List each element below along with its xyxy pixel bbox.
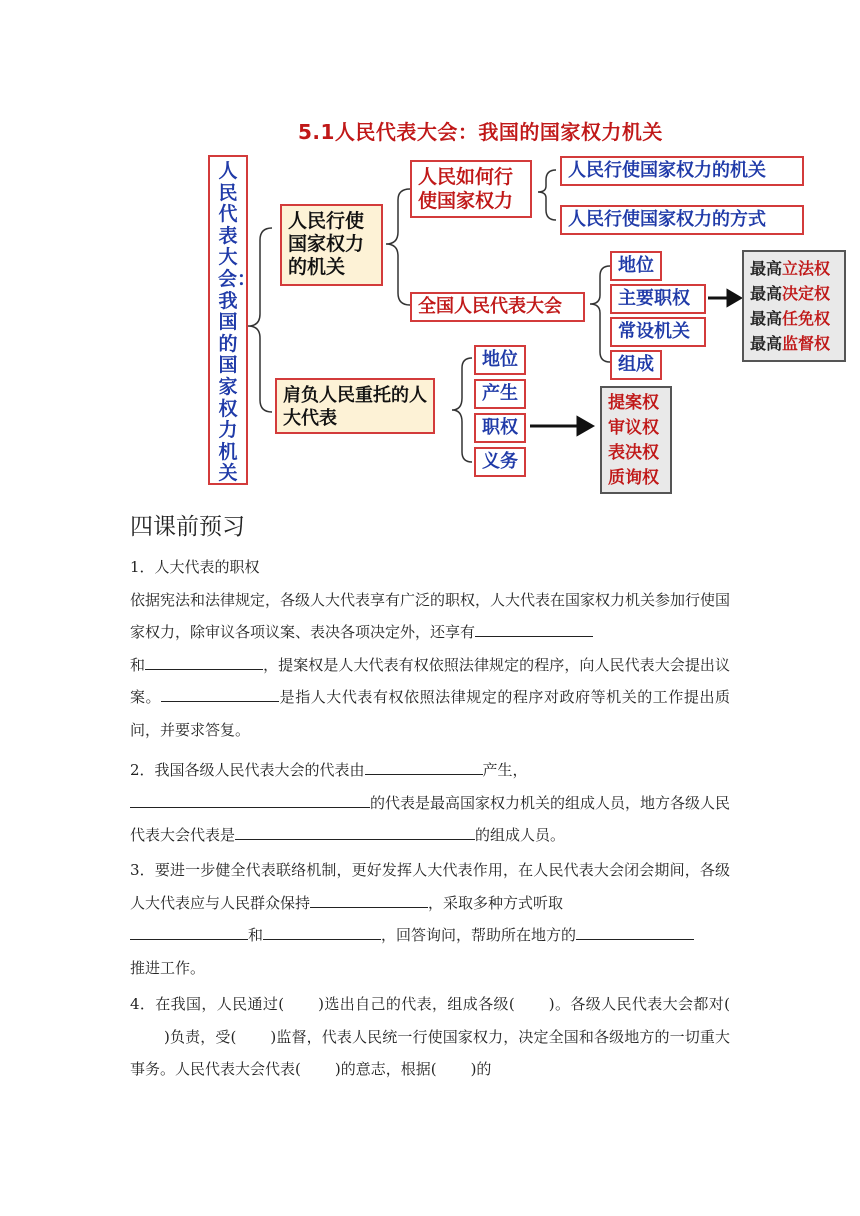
answer-blank[interactable] bbox=[130, 791, 370, 808]
answer-blank[interactable] bbox=[235, 823, 475, 840]
sub1-item-2-text: 人民行使国家权力的方式 bbox=[568, 209, 766, 230]
q1-heading: 1．人大代表的职权 bbox=[130, 558, 260, 576]
branch2-box bbox=[275, 378, 435, 434]
diagram-title: 5.1人民代表大会：我国的国家权力机关 bbox=[298, 120, 663, 144]
branch2-item-1-text: 地位 bbox=[482, 349, 518, 370]
power-item bbox=[750, 306, 838, 331]
sub1-item-1 bbox=[560, 156, 804, 186]
sub1-box bbox=[410, 160, 532, 218]
answer-blank[interactable] bbox=[365, 758, 483, 775]
sub2-item-1 bbox=[610, 251, 662, 281]
root-text: 人民代表大会：我国的国家权力机关 bbox=[218, 160, 257, 485]
power-key: 监督权 bbox=[782, 334, 831, 353]
power-prefix: 最高 bbox=[750, 309, 783, 328]
power-prefix: 最高 bbox=[750, 284, 783, 303]
power-prefix: 最高 bbox=[750, 259, 783, 278]
sub2-item-4-text: 组成 bbox=[618, 354, 654, 375]
answer-blank[interactable] bbox=[310, 891, 428, 908]
diagram-root-label bbox=[208, 155, 257, 485]
sub2-item-1-text: 地位 bbox=[618, 255, 654, 276]
branch1-box bbox=[280, 204, 383, 286]
q4-text-7: )的 bbox=[470, 1060, 492, 1078]
right-item: 质询权 bbox=[608, 468, 659, 488]
diagram-connectors bbox=[0, 0, 860, 520]
branch2-item-3 bbox=[474, 413, 526, 443]
power-key: 决定权 bbox=[782, 284, 831, 303]
right-item: 提案权 bbox=[608, 393, 659, 413]
q4-text-3: )。各级人民代表大会都对( bbox=[548, 995, 730, 1013]
q4-block bbox=[130, 988, 730, 1086]
branch2-item-3-text: 职权 bbox=[482, 417, 518, 438]
q4-text-5: )监督，代表人民统一行使国家权力，决定全国和各级地方的一切重大事务。人民代表大会代表( bbox=[130, 1027, 730, 1078]
rights-box bbox=[600, 386, 672, 494]
branch2-item-2-text: 产生 bbox=[482, 383, 518, 404]
q2-text-2: 产生， bbox=[482, 761, 528, 779]
sub1-brace bbox=[538, 170, 556, 220]
power-item bbox=[750, 256, 838, 281]
power-key: 立法权 bbox=[782, 259, 831, 278]
sub2-item-3-text: 常设机关 bbox=[618, 321, 690, 342]
answer-blank[interactable] bbox=[475, 620, 593, 637]
sub1-item-1-text: 人民行使国家权力的机关 bbox=[568, 160, 766, 181]
q4-text-1: 4．在我国，人民通过( bbox=[130, 995, 285, 1013]
q3-text-4: ，回答询问，帮助所在地方的 bbox=[381, 926, 577, 944]
branch2-item-1 bbox=[474, 345, 526, 375]
q1-block bbox=[130, 551, 730, 746]
q4-text-2: )选出自己的代表，组成各级( bbox=[318, 995, 515, 1013]
power-key: 任免权 bbox=[782, 309, 831, 328]
q1-text-3: ，提案权是人大代表有权依照法律规定的程序，向人民代表大会提出议案。 bbox=[130, 655, 730, 706]
q3-text-1: 3．要进一步健全代表联络机制，更好发挥人大代表作用，在人民代表大会闭会期间，各级人大代表应与人民群众保持 bbox=[130, 861, 730, 912]
power-item bbox=[750, 331, 838, 356]
sub2-text: 全国人民代表大会 bbox=[418, 296, 562, 317]
answer-blank[interactable] bbox=[130, 923, 248, 940]
sub2-item-2-text: 主要职权 bbox=[618, 288, 690, 309]
branch1-text: 人民行使国家权力的机关 bbox=[288, 210, 365, 278]
q1-text-1: 依据宪法和法律规定，各级人大代表享有广泛的职权，人大代表在国家权力机关参加行使国家权力，除审议各项议案、表决各项决定外，还享有 bbox=[130, 590, 731, 641]
branch2-item-4-text: 义务 bbox=[482, 451, 518, 472]
q2-text-1: 2．我国各级人民代表大会的代表由 bbox=[130, 761, 365, 779]
answer-blank[interactable] bbox=[576, 923, 694, 940]
q3-text-3: 和 bbox=[248, 926, 264, 944]
branch2-text: 肩负人民重托的人大代表 bbox=[283, 385, 427, 429]
q4-text-6: )的意志，根据( bbox=[334, 1060, 437, 1078]
answer-blank[interactable] bbox=[263, 923, 381, 940]
q2-text-4: 的组成人员。 bbox=[475, 826, 566, 844]
q3-text-2: ，采取多种方式听取 bbox=[428, 893, 564, 912]
powers-box bbox=[742, 250, 846, 362]
sub2-item-3 bbox=[610, 317, 706, 347]
q4-text-4: )负责，受( bbox=[164, 1027, 237, 1046]
q3-text-5: 推进工作。 bbox=[130, 958, 206, 977]
right-item: 表决权 bbox=[608, 443, 659, 463]
sub1-item-2 bbox=[560, 205, 804, 235]
q2-text-3: 的代表是最高国家权力机关的组成人员，地方各级人民代表大会代表是 bbox=[130, 793, 731, 844]
q2-block bbox=[130, 754, 730, 852]
sub2-brace bbox=[590, 266, 610, 362]
q1-body bbox=[130, 584, 730, 747]
sub2-item-4 bbox=[610, 350, 662, 380]
power-item bbox=[750, 281, 838, 306]
branch2-brace bbox=[452, 358, 472, 462]
section-title: 四课前预习 bbox=[130, 514, 245, 540]
root-brace bbox=[248, 228, 272, 412]
branch1-brace bbox=[386, 189, 410, 305]
power-prefix: 最高 bbox=[750, 334, 783, 353]
right-item: 审议权 bbox=[608, 418, 659, 438]
branch2-item-2 bbox=[474, 379, 526, 409]
q1-text-4: 是指人大代表有权依照法律规定的程序对政府等机关的工作提出质问，并要求答复。 bbox=[130, 688, 730, 739]
sub2-item-2 bbox=[610, 284, 706, 314]
sub1-text: 人民如何行使国家权力 bbox=[418, 166, 514, 212]
q3-block bbox=[130, 854, 730, 984]
answer-blank[interactable] bbox=[161, 685, 279, 702]
answer-blank[interactable] bbox=[145, 653, 263, 670]
sub2-box bbox=[410, 292, 585, 322]
q1-text-2: 和 bbox=[130, 655, 146, 674]
branch2-item-4 bbox=[474, 447, 526, 477]
